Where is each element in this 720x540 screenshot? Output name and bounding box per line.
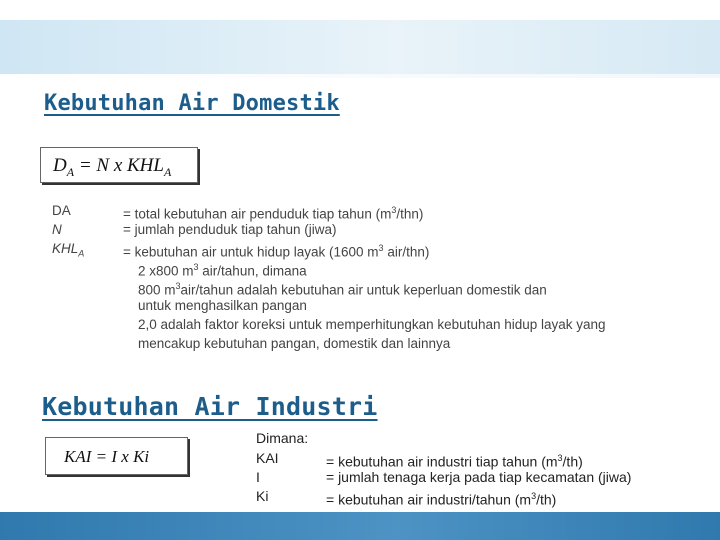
def-sup: 3: [378, 243, 384, 253]
domestic-heading: Kebutuhan Air Domestik: [44, 91, 340, 116]
symbol-khl-sub: A: [78, 248, 85, 259]
symbol-n: N: [52, 222, 62, 237]
symbol-i: I: [256, 469, 260, 485]
def-text: 2 x800 m: [138, 263, 194, 279]
top-band-fade: [0, 74, 720, 78]
def-text: 800 m: [138, 282, 176, 298]
top-band-white-strip: [0, 0, 720, 20]
bottom-decorative-band: [0, 512, 720, 540]
symbol-ki: Ki: [256, 488, 269, 504]
def-text: air/tahun adalah kebutuhan air untuk keperluan domestik dan: [180, 282, 547, 298]
domestic-formula: [40, 147, 198, 183]
formula-rhs-sub: A: [163, 164, 172, 179]
definition-ki: [326, 487, 556, 510]
definition-note-3: untuk menghasilkan pangan: [138, 298, 307, 313]
symbol-khla: [52, 239, 84, 264]
definition-note-5: mencakup kebutuhan pangan, domestik dan lainnya: [138, 336, 451, 351]
industry-formula: KAI = I x Ki: [45, 437, 188, 475]
definition-n: = jumlah penduduk tiap tahun (jiwa): [123, 222, 337, 237]
def-text: /thn): [396, 206, 424, 222]
def-sup: 3: [391, 205, 397, 215]
def-sup: 3: [175, 281, 181, 291]
def-text: air/tahun, dimana: [198, 263, 307, 279]
def-text: /th): [536, 491, 557, 508]
definition-note-4: 2,0 adalah faktor koreksi untuk memperhitungkan kebutuhan hidup layak yang: [138, 317, 606, 332]
def-text: = kebutuhan air untuk hidup layak (1600 m: [123, 244, 379, 260]
symbol-kai: KAI: [256, 450, 279, 466]
def-sup: 3: [531, 491, 537, 501]
def-sup: 3: [193, 262, 199, 272]
def-text: /th): [562, 453, 583, 470]
def-text: = kebutuhan air industri tiap tahun (m: [326, 453, 558, 470]
formula-lhs-sub: A: [66, 164, 75, 179]
definition-i: = jumlah tenaga kerja pada tiap kecamatan (jiwa): [326, 469, 632, 485]
formula-rhs: = N x KHL: [78, 155, 164, 176]
def-text: = kebutuhan air industri/tahun (m: [326, 491, 532, 508]
def-text: air/thn): [383, 244, 430, 260]
dimana-label: Dimana:: [256, 430, 309, 446]
symbol-khl: KHL: [52, 241, 79, 256]
industry-heading: Kebutuhan Air Industri: [42, 392, 378, 421]
def-text: = total kebutuhan air penduduk tiap tahun (m: [123, 206, 392, 222]
formula-lhs: D: [53, 155, 67, 176]
def-sup: 3: [557, 453, 563, 463]
top-decorative-band: [0, 0, 720, 78]
symbol-da: DA: [52, 203, 71, 218]
